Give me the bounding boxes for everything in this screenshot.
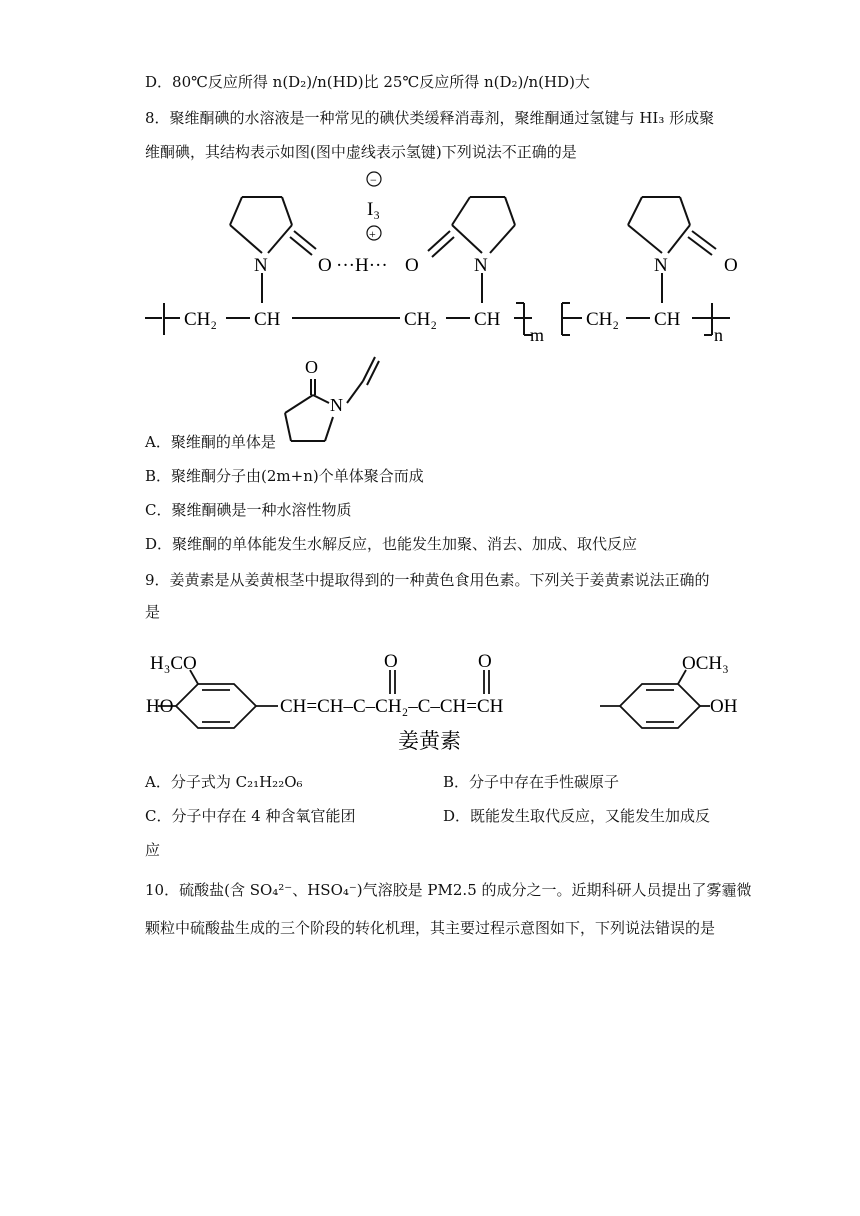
backbone-ch2-2: CH₂ xyxy=(404,309,438,330)
q8-stem-line2: 维酮碘，其结构表示如图(图中虚线表示氢键)下列说法不正确的是 xyxy=(145,143,577,161)
subscript-n: n xyxy=(714,325,723,345)
q7-option-d: D．80℃反应所得 n(D₂)/n(HD)比 25℃反应所得 n(D₂)/n(HD)大 xyxy=(145,73,590,91)
curcumin-structure xyxy=(0,640,860,760)
left-methoxy: H₃CO xyxy=(150,653,197,674)
curcumin-caption: 姜黄素 xyxy=(398,729,461,753)
monomer-structure xyxy=(275,355,385,450)
carbonyl-o-1: O xyxy=(384,651,398,672)
q10-stem-line2: 颗粒中硫酸盐生成的三个阶段的转化机理，其主要过程示意图如下，下列说法错误的是 xyxy=(145,919,716,937)
backbone-ch-3: CH xyxy=(654,309,681,330)
q9-option-d-line2: 应 xyxy=(145,841,161,859)
pvp-iodine-structure xyxy=(0,165,860,365)
q8-option-d: D．聚维酮的单体能发生水解反应，也能发生加聚、消去、加成、取代反应 xyxy=(145,535,638,553)
q9-option-d-line1: D．既能发生取代反应，又能发生加成反 xyxy=(443,807,711,825)
backbone-ch2-1: CH₂ xyxy=(184,309,218,330)
plus-charge-icon: + xyxy=(369,227,376,241)
minus-charge-icon: − xyxy=(370,173,377,187)
pvp-iodine-diagram xyxy=(0,165,860,365)
q9-option-b: B．分子中存在手性碳原子 xyxy=(443,773,620,791)
o-atom-3: O xyxy=(724,255,738,276)
right-methoxy: OCH₃ xyxy=(682,653,729,674)
q8-option-b: B．聚维酮分子由(2m+n)个单体聚合而成 xyxy=(145,467,424,485)
q9-stem-line2: 是 xyxy=(145,603,161,621)
o-atom-1: O xyxy=(318,255,332,276)
vinylpyrrolidone-diagram xyxy=(275,355,385,450)
q9-stem-line1: 9．姜黄素是从姜黄根茎中提取得到的一种黄色食用色素。下列关于姜黄素说法正确的 xyxy=(145,571,710,589)
carbonyl-o-2: O xyxy=(478,651,492,672)
q8-option-c: C．聚维酮碘是一种水溶性物质 xyxy=(145,501,352,519)
monomer-o-atom: O xyxy=(305,357,318,377)
q8-stem-line1: 8．聚维酮碘的水溶液是一种常见的碘伏类缓释消毒剂，聚维酮通过氢键与 HI₃ 形成聚 xyxy=(145,109,715,127)
curcumin-chain: CH=CH–C–CH₂–C–CH=CH xyxy=(280,696,504,717)
subscript-m: m xyxy=(530,325,545,345)
q9-option-c: C．分子中存在 4 种含氧官能团 xyxy=(145,807,356,825)
q9-option-a: A．分子式为 C₂₁H₂₂O₆ xyxy=(145,773,303,791)
left-hydroxyl: HO xyxy=(146,696,174,717)
backbone-ch2-3: CH₂ xyxy=(586,309,620,330)
curcumin-diagram xyxy=(0,640,860,760)
q10-stem-line1: 10．硫酸盐(含 SO₄²⁻、HSO₄⁻)气溶胶是 PM2.5 的成分之一。近期科研人员提出了雾霾微 xyxy=(145,881,752,899)
n-atom-2: N xyxy=(474,255,488,276)
right-hydroxyl: OH xyxy=(710,696,738,717)
n-atom-3: N xyxy=(654,255,668,276)
hydrogen-bond-text: ···H··· xyxy=(336,255,388,276)
backbone-ch-2: CH xyxy=(474,309,501,330)
monomer-n-atom: N xyxy=(330,395,343,415)
o-atom-2: O xyxy=(405,255,419,276)
n-atom-1: N xyxy=(254,255,268,276)
q8-option-a: A．聚维酮的单体是 xyxy=(145,433,276,451)
backbone-ch-1: CH xyxy=(254,309,281,330)
iodide-label: I₃ xyxy=(367,199,380,220)
